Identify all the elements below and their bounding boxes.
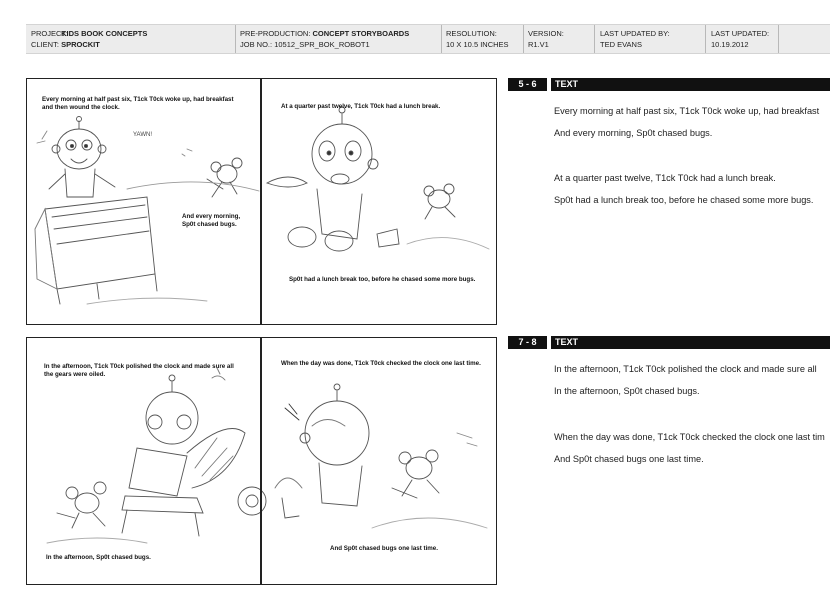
script-line: When the day was done, T1ck T0ck checked the clock one last tim	[554, 432, 825, 442]
panel-caption: In the afternoon, Sp0t chased bugs.	[46, 554, 151, 561]
header-divider	[235, 25, 236, 53]
panel-caption: And Sp0t chased bugs one last time.	[330, 545, 438, 552]
page-gutter	[260, 79, 262, 324]
panel-caption: Every morning at half past six, T1ck T0ck woke up, had breakfast and then wound the clock.	[42, 96, 234, 111]
header-divider	[778, 25, 779, 53]
panel-caption: And every morning, Sp0t chased bugs.	[182, 213, 241, 228]
script-line: In the afternoon, Sp0t chased bugs.	[554, 386, 700, 396]
client-label: CLIENT:	[31, 40, 59, 49]
version-field	[528, 28, 564, 50]
last-updated-field	[711, 28, 769, 50]
updated-by-label: LAST UPDATED BY:	[600, 29, 670, 38]
page-gutter	[260, 338, 262, 584]
resolution-label: RESOLUTION:	[446, 29, 497, 38]
script-line: Sp0t had a lunch break too, before he chased some more bugs.	[554, 195, 814, 205]
text-section-heading: TEXT	[551, 78, 830, 91]
header-divider	[705, 25, 706, 53]
storyboard-spread-5-6	[26, 78, 497, 325]
preprod-label: PRE-PRODUCTION:	[240, 29, 311, 38]
script-line: At a quarter past twelve, T1ck T0ck had a lunch break.	[554, 173, 776, 183]
script-line: And Sp0t chased bugs one last time.	[554, 454, 704, 464]
preprod-value: CONCEPT STORYBOARDS	[312, 29, 410, 38]
project-label: PROJECT:	[31, 29, 68, 38]
header-divider	[441, 25, 442, 53]
updated-by-field	[600, 28, 670, 50]
project-value: KIDS BOOK CONCEPTS	[61, 29, 148, 38]
job-label: JOB NO.:	[240, 40, 273, 49]
page-range-badge: 7 - 8	[508, 336, 547, 349]
script-line: In the afternoon, T1ck T0ck polished the clock and made sure all	[554, 364, 817, 374]
job-value: 10512_SPR_BOK_ROBOT1	[274, 40, 370, 49]
preproduction-field	[240, 28, 409, 50]
resolution-value: 10 X 10.5 INCHES	[446, 40, 509, 49]
panel-caption: When the day was done, T1ck T0ck checked the clock one last time.	[281, 360, 481, 367]
text-section-heading: TEXT	[551, 336, 830, 349]
header-divider	[523, 25, 524, 53]
panel-caption: Sp0t had a lunch break too, before he chased some more bugs.	[289, 276, 476, 283]
updated-by-value: TED EVANS	[600, 40, 642, 49]
storyboard-spread-7-8	[26, 337, 497, 585]
header-divider	[594, 25, 595, 53]
version-value: R1.V1	[528, 40, 549, 49]
project-header	[26, 24, 830, 54]
version-label: VERSION:	[528, 29, 564, 38]
resolution-field	[446, 28, 509, 50]
panel-caption: At a quarter past twelve, T1ck T0ck had a lunch break.	[281, 103, 441, 110]
script-line: Every morning at half past six, T1ck T0ck woke up, had breakfast	[554, 106, 820, 116]
project-field	[31, 28, 147, 50]
page-range-badge: 5 - 6	[508, 78, 547, 91]
sound-effect-text: YAWN!	[133, 132, 152, 138]
script-line: And every morning, Sp0t chased bugs.	[554, 128, 713, 138]
last-updated-value: 10.19.2012	[711, 40, 749, 49]
client-value: SPROCKIT	[61, 40, 100, 49]
last-updated-label: LAST UPDATED:	[711, 29, 770, 38]
panel-caption: In the afternoon, T1ck T0ck polished the clock and made sure all the gears were oiled.	[44, 363, 234, 378]
